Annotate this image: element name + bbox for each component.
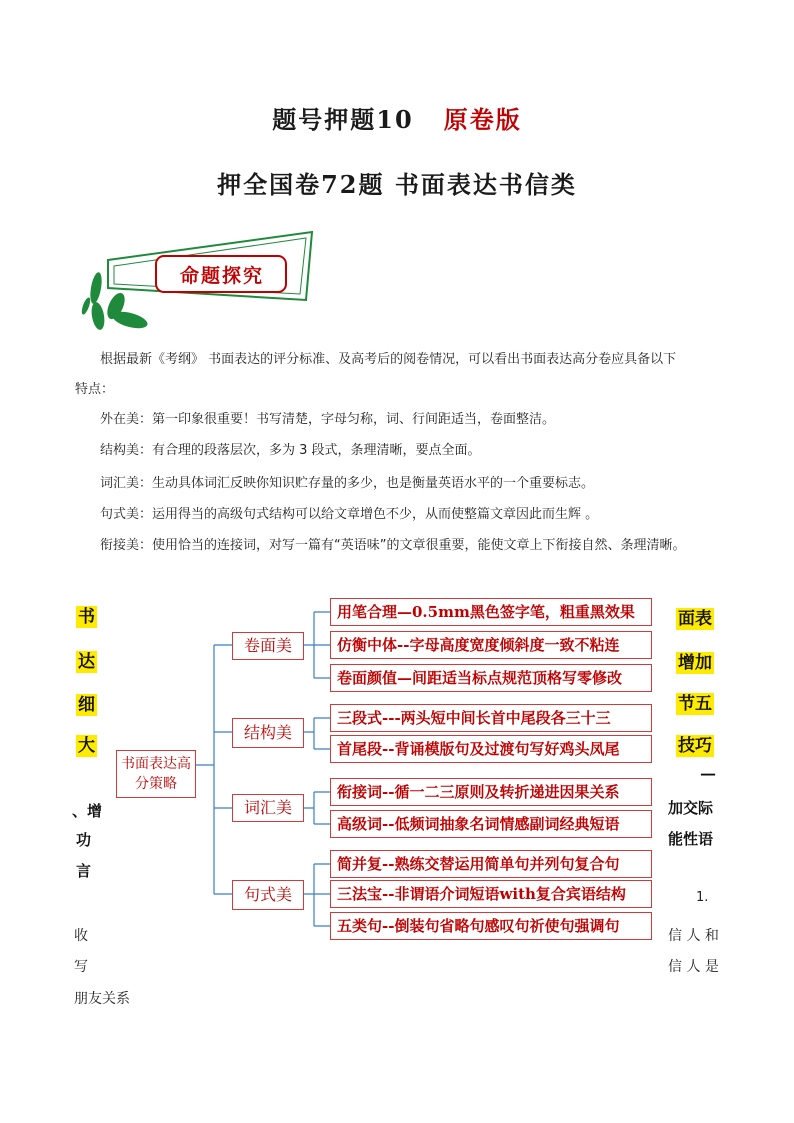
leaf-structure-2: 首尾段--背诵模版句及过渡句写好鸡头凤尾 (330, 735, 652, 763)
page-subtitle: 押全国卷72题 书面表达书信类 (217, 170, 577, 199)
leaf-vocabulary-1: 衔接词--循一二三原则及转折递进因果关系 (330, 778, 652, 806)
intro-line2: 特点： (75, 382, 115, 397)
leaf-layout-2: 仿衡中体--字母高度宽度倾斜度一致不粘连 (330, 631, 652, 659)
leaf-layout-1: 用笔合理—0.5mm黑色签字笔，粗重黑效果 (330, 598, 652, 626)
left-extra-3: 言 (76, 862, 92, 880)
mindmap-root: 书面表达高分策略 (116, 750, 196, 798)
branch-structure: 结构美 (232, 718, 304, 748)
right-line-4: 技巧 (678, 736, 712, 756)
right-extra-1: 加交际 (668, 799, 714, 817)
point-exterior: 外在美：第一印象很重要！书写清楚，字母匀称，词、行间距适当，卷面整洁。 (100, 412, 556, 427)
right-plain-2: 信 人 是 (668, 959, 719, 975)
point-vocabulary: 词汇美：生动具体词汇反映你知识贮存量的多少，也是衡量英语水平的一个重要标志。 (100, 476, 595, 491)
leaf-sentence-3: 五类句--倒装句省略句感叹句祈使句强调句 (330, 912, 652, 940)
left-char-4: 大 (78, 736, 95, 756)
right-line-1: 面表 (678, 609, 712, 629)
leaf-sentence-2: 三法宝--非谓语介词短语with复合宾语结构 (330, 880, 652, 908)
left-extra-2: 功 (76, 831, 92, 849)
page-title (0, 100, 794, 135)
right-line-2: 增加 (678, 653, 712, 673)
right-plain-1: 信 人 和 (668, 928, 719, 944)
left-plain-3: 朋友关系 (74, 991, 130, 1007)
banner-label: 命题探究 (179, 265, 264, 287)
branch-vocabulary: 词汇美 (232, 794, 304, 822)
left-char-1: 书 (78, 607, 95, 627)
leaf-structure-1: 三段式---两头短中间长首中尾段各三十三 (330, 704, 652, 732)
point-cohesion: 衔接美：使用恰当的连接词，对写一篇有“英语味”的文章很重要，能使文章上下衔接自然、条理清晰。 (100, 538, 686, 553)
branch-sentence: 句式美 (232, 880, 304, 910)
left-char-2: 达 (78, 652, 95, 672)
leaf-layout-3: 卷面颜值—间距适当标点规范顶格写零修改 (330, 664, 652, 692)
left-plain-2: 写 (74, 959, 88, 975)
left-char-3: 细 (78, 695, 95, 715)
right-num: 1. (696, 890, 709, 905)
left-plain-1: 收 (74, 928, 88, 944)
branch-layout: 卷面美 (232, 632, 304, 660)
right-extra-2: 能性语 (668, 830, 714, 848)
leaf-vocabulary-2: 高级词--低频词抽象名词情感副词经典短语 (330, 810, 652, 838)
right-dash: — (700, 764, 716, 783)
intro-line1: 根据最新《考纲》 书面表达的评分标准、及高考后的阅卷情况，可以看出书面表达高分卷应具备以下 (100, 352, 677, 367)
title-main: 题号押题10 (272, 105, 414, 134)
left-extra-1: 、增 (72, 802, 103, 820)
point-structure: 结构美：有合理的段落层次，多为 3 段式，条理清晰，要点全面。 (100, 443, 481, 458)
right-line-3: 节五 (678, 694, 712, 714)
title-edition: 原卷版 (443, 105, 522, 134)
point-sentence: 句式美：运用得当的高级句式结构可以给文章增色不少，从而使整篇文章因此而生辉 。 (100, 507, 599, 522)
leaf-sentence-1: 简并复--熟练交替运用简单句并列句复合句 (330, 850, 652, 878)
